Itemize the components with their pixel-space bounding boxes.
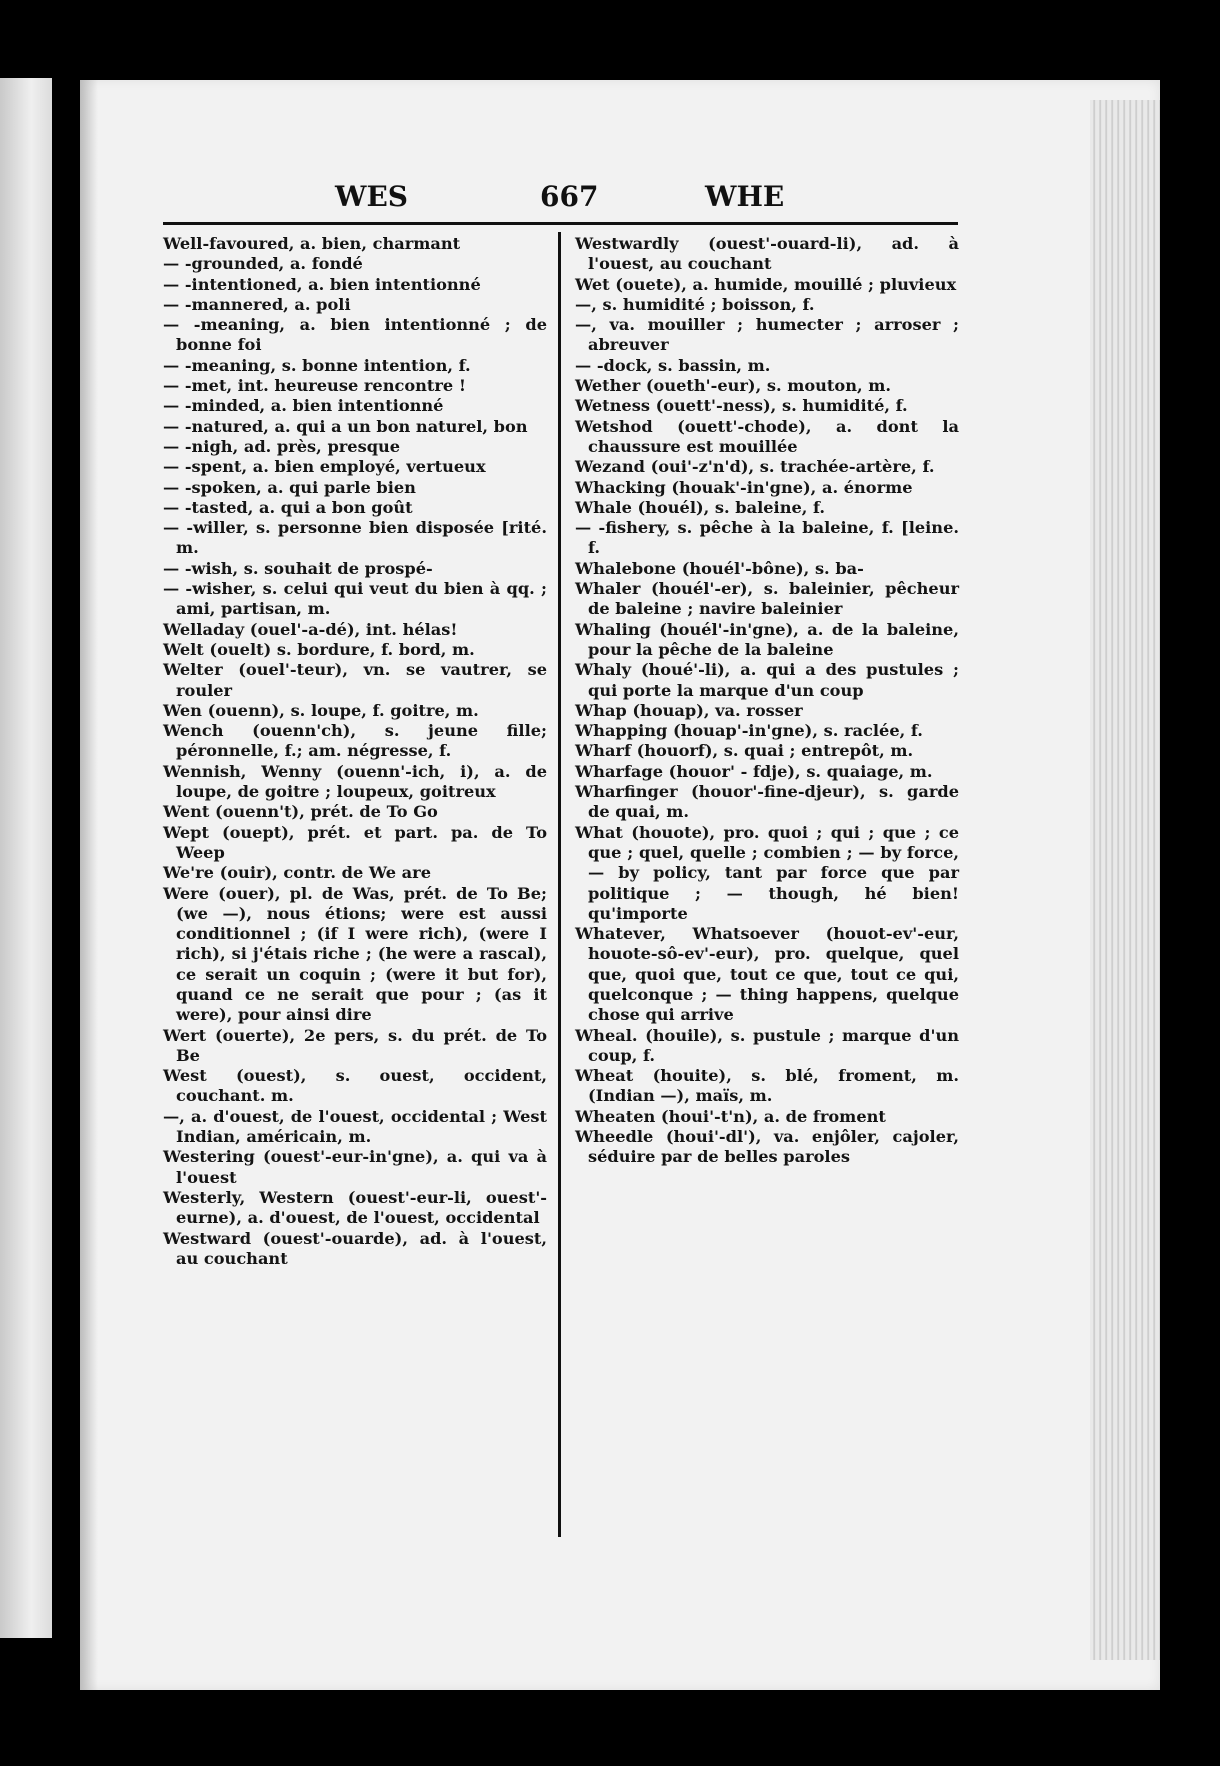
entry-headword: — -minded [163,396,260,416]
entry-headword: Welter [163,660,223,680]
entry-headword: — [575,294,592,314]
entry-definition: , a. fondé [278,254,363,274]
guide-word-left: WES [335,180,409,213]
dictionary-entry [163,498,547,518]
entry-headword: — -wisher [163,579,251,599]
dictionary-entry [163,478,547,498]
entry-definition: (houot-ev'-eur, houote-sô-ev'-eur), pro. quelque, quel que, quoi que, tout ce que, tout ce qui, quelconque ; — thing happens, quelque chose qui arrive [588,924,959,1025]
dictionary-entry [163,1229,547,1270]
entry-headword: — -tasted [163,497,248,517]
entry-definition: (houor'-fine-djeur), s. garde de quai, m. [588,782,959,822]
entry-definition: (ouerte), 2e pers, s. du prét. de To Be [176,1025,547,1065]
dictionary-entry [575,376,959,396]
dictionary-entry [163,579,547,620]
dictionary-entry [575,1127,959,1168]
entry-definition: (houél'-in'gne), a. de la baleine, pour la pêche de la baleine [588,619,959,659]
entry-headword: Westering [163,1147,255,1167]
entry-definition: , a. d'ouest, de l'ouest, occidental ; West Indian, américain, m. [176,1106,547,1147]
entry-definition: (ouer), pl. de Was, prét. de To Be; (we —), nous étions; were est aussi conditionnel ; (if I were rich), (were I rich), si j'étais riche ; (he were a rascal), ce serait un coquin ; (were it but for), quand ce ne serait que pour ; (as it were), pour ainsi dire [176,883,547,1025]
dictionary-entry [575,741,959,761]
entry-definition: , s. humidité ; boisson, f. [591,294,815,314]
page-number: 667 [540,180,599,213]
dictionary-entry [163,234,547,254]
dictionary-entry [163,863,547,883]
dictionary-entry [575,457,959,477]
dictionary-entry [575,1026,959,1067]
dictionary-entry [163,1107,547,1148]
dictionary-entry [575,478,959,498]
entry-headword: — [575,315,592,335]
entry-headword: Wept [163,822,209,842]
entry-definition: (ouest), s. ouest, occident, couchant. m. [176,1066,547,1106]
entry-definition: , a. qui parle bien [256,477,416,497]
dictionary-entry [575,396,959,416]
entry-definition: , int. heureuse rencontre ! [226,376,466,396]
entry-definition: (ouel'-teur), vn. se vautrer, se rouler [176,660,547,700]
entry-definition: , a. qui a bon goût [247,497,413,517]
entry-headword: — -wish [163,558,233,578]
entry-definition: , a. bien intentionné ; de bonne foi [176,315,547,355]
dictionary-entry [575,559,959,579]
dictionary-entry [163,762,547,803]
dictionary-entry [163,701,547,721]
previous-page-edge [0,78,52,1638]
dictionary-entry [575,782,959,823]
dictionary-entry [163,721,547,762]
right-column [575,234,959,1168]
entry-definition: (houél), s. baleine, f. [631,497,826,517]
header-rule [163,222,958,225]
dictionary-entry [575,579,959,620]
dictionary-entry [575,275,959,295]
dictionary-entry [163,457,547,477]
entry-headword: — -willer [163,518,244,538]
left-column [163,234,547,1269]
entry-definition: (ouest'-ouarde), ad. à l'ouest, au couchant [176,1228,547,1268]
entry-definition: (ouir), contr. de We are [213,863,431,883]
entry-headword: We're [163,863,214,883]
entry-definition: , va. mouiller ; humecter ; arroser ; abreuver [588,315,959,355]
entry-headword: Wen [163,700,202,720]
entry-definition: (houorf), s. quai ; entrepôt, m. [630,741,914,761]
entry-definition: , a. bien employé, vertueux [241,457,486,477]
entry-headword: — -met [163,376,227,396]
dictionary-entry [163,437,547,457]
entry-headword: — -fishery [575,518,665,538]
dictionary-entry [163,356,547,376]
entry-definition: (houi'-dl'), va. enjôler, cajoler, séduire par de belles paroles [588,1127,959,1167]
entry-definition: , a. bien intentionné [296,274,481,294]
dictionary-entry [575,620,959,661]
entry-headword: Wheat [575,1066,634,1086]
entry-definition: (ouenn), s. loupe, f. goitre, m. [201,700,479,720]
entry-headword: Whatever, Whatsoever [575,924,799,944]
dictionary-entry [163,396,547,416]
dictionary-entry [575,498,959,518]
entry-headword: Wet [575,274,610,294]
dictionary-entry [163,295,547,315]
entry-headword: Wether [575,376,641,396]
entry-definition: , a. poli [283,294,351,314]
entry-definition: (ouete), a. humide, mouillé ; pluvieux [609,274,957,294]
entry-definition: (ouenn'-ich, i), a. de loupe, de goitre ; loupeux, goitreux [176,761,547,802]
entry-headword: — -nigh [163,436,233,456]
entry-definition: (ouett'-ness), s. humidité, f. [649,396,908,416]
entry-headword: Whaler [575,579,641,599]
dictionary-entry [575,924,959,1025]
dictionary-entry [575,701,959,721]
entry-headword: — -mannered [163,294,284,314]
entry-headword: Wheedle [575,1127,654,1147]
dictionary-entry [575,1066,959,1107]
entry-headword: Well-favoured [163,234,289,253]
dictionary-entry [163,823,547,864]
dictionary-entry [575,762,959,782]
entry-definition: (oueth'-eur), s. mouton, m. [640,376,891,396]
entry-definition: (houap), va. rosser [626,700,803,720]
entry-headword: Whaling [575,619,651,639]
entry-definition: (ouett'-chode), a. dont la chaussure est mouillée [588,416,959,456]
dictionary-entry [575,721,959,741]
entry-headword: — [163,1106,180,1126]
dictionary-entry [575,295,959,315]
entry-definition: (houé'-li), a. qui a des pustules ; qui porte la marque d'un coup [588,660,959,700]
dictionary-entry [163,559,547,579]
entry-headword: Whalebone [575,558,677,578]
dictionary-entry [575,417,959,458]
entry-definition: (houak'-in'gne), a. énorme [665,477,913,497]
entry-headword: Were [163,883,209,903]
entry-definition: . (houile), s. pustule ; marque d'un coup, f. [588,1025,959,1065]
entry-definition: (oui'-z'n'd), s. trachée-artère, f. [644,457,935,477]
entry-headword: Welt [163,639,204,659]
entry-headword: Wetness [575,396,650,416]
entry-headword: Whacking [575,477,666,497]
column-divider [558,232,561,1537]
entry-definition: (ouelt) s. bordure, f. bord, m. [203,639,475,659]
entry-definition: (ouept), prét. et part. pa. de To Weep [176,822,547,862]
dictionary-entry [575,518,959,559]
entry-definition: , s. pêche à la baleine, f. [leine. f. [588,518,959,558]
entry-headword: West [163,1066,207,1086]
dictionary-entry [163,315,547,356]
dictionary-entry [163,1066,547,1107]
entry-headword: Wharfinger [575,782,678,802]
entry-headword: Wetshod [575,416,653,436]
entry-definition: (ouest'-eur-in'gne), a. qui va à l'ouest [176,1147,547,1187]
entry-headword: — -meaning [163,355,271,375]
dictionary-entry [163,254,547,274]
entry-definition: (houi'-t'n), a. de froment [655,1106,886,1126]
entry-headword: Wharf [575,741,631,761]
dictionary-entry [575,234,959,275]
dictionary-entry [575,823,959,924]
entry-definition: (houél'-bône), s. ba- [676,558,864,578]
entry-headword: What [575,822,623,842]
page-stack-edges [1090,100,1160,1660]
guide-word-right: WHE [705,180,785,213]
dictionary-entry [575,660,959,701]
entry-headword: — -intentioned [163,274,297,294]
entry-headword: — -dock [575,355,647,375]
entry-headword: — -meaning [163,315,280,335]
page-gutter-shadow [80,80,98,1690]
dictionary-entry [163,1026,547,1067]
dictionary-entry [163,660,547,701]
entry-headword: Whale [575,497,632,517]
entry-headword: Welladay [163,619,245,639]
entry-definition: , s. bassin, m. [646,355,771,375]
entry-definition: , a. qui a un bon naturel, bon [263,416,528,436]
entry-definition: (ouenn't), prét. de To Go [209,802,438,822]
dictionary-entry [575,315,959,356]
entry-headword: Wharfage [575,761,664,781]
entry-definition: , s. personne bien disposée [rité. m. [176,518,547,558]
dictionary-entry [575,1107,959,1127]
entry-definition: , ad. près, presque [232,436,401,456]
dictionary-entry [163,640,547,660]
entry-headword: Wennish, Wenny [163,761,322,781]
entry-definition: , s. bonne intention, f. [270,355,471,375]
entry-headword: — -grounded [163,254,279,274]
entry-headword: Whapping [575,721,668,741]
entry-headword: Wheaten [575,1106,656,1126]
entry-headword: — -spent [163,457,242,477]
entry-headword: Wench [163,721,224,741]
dictionary-entry [163,1147,547,1188]
entry-definition: , a. bien, charmant [288,234,461,253]
dictionary-entry [163,376,547,396]
entry-headword: Wezand [575,457,645,477]
dictionary-entry [163,275,547,295]
entry-definition: (houite), s. blé, froment, m. (Indian —), maïs, m. [588,1066,959,1106]
entry-headword: Whap [575,700,627,720]
dictionary-entry [163,802,547,822]
entry-definition: (ouel'-a-dé), int. hélas! [244,619,458,639]
entry-definition: (ouest'-ouard-li), ad. à l'ouest, au couchant [588,234,959,274]
dictionary-entry [163,518,547,559]
entry-definition: (houor' - fdje), s. quaiage, m. [663,761,933,781]
dictionary-entry [163,884,547,1026]
entry-definition: (ouest'-eur-li, ouest'-eurne), a. d'ouest, de l'ouest, occidental [176,1187,547,1228]
entry-headword: Westwardly [575,234,679,253]
entry-headword: Wheal [575,1025,632,1045]
entry-headword: Whaly [575,660,631,680]
entry-definition: (ouenn'ch), s. jeune fille; péronnelle, f.; am. négresse, f. [176,721,547,761]
entry-definition: , s. celui qui veut du bien à qq. ; ami, partisan, m. [176,579,547,619]
entry-headword: Westward [163,1228,252,1248]
entry-headword: Went [163,802,210,822]
entry-definition: , s. souhait de prospé- [232,558,433,578]
entry-headword: — -spoken [163,477,257,497]
dictionary-entry [163,1188,547,1229]
entry-headword: — -natured [163,416,264,436]
entry-definition: (houap'-in'gne), s. raclée, f. [667,721,923,741]
entry-definition: (houél'-er), s. baleinier, pêcheur de baleine ; navire baleinier [588,579,959,619]
dictionary-entry [163,620,547,640]
entry-definition: (houote), pro. quoi ; qui ; que ; ce que ; quel, quelle ; combien ; — by force, — by policy, tant par force que par politique ; — though, hé bien! qu'importe [588,822,959,923]
entry-definition: , a. bien intentionné [259,396,444,416]
page-header [320,180,810,220]
dictionary-entry [575,356,959,376]
entry-headword: Wert [163,1025,207,1045]
entry-headword: Westerly, Western [163,1187,334,1207]
dictionary-entry [163,417,547,437]
